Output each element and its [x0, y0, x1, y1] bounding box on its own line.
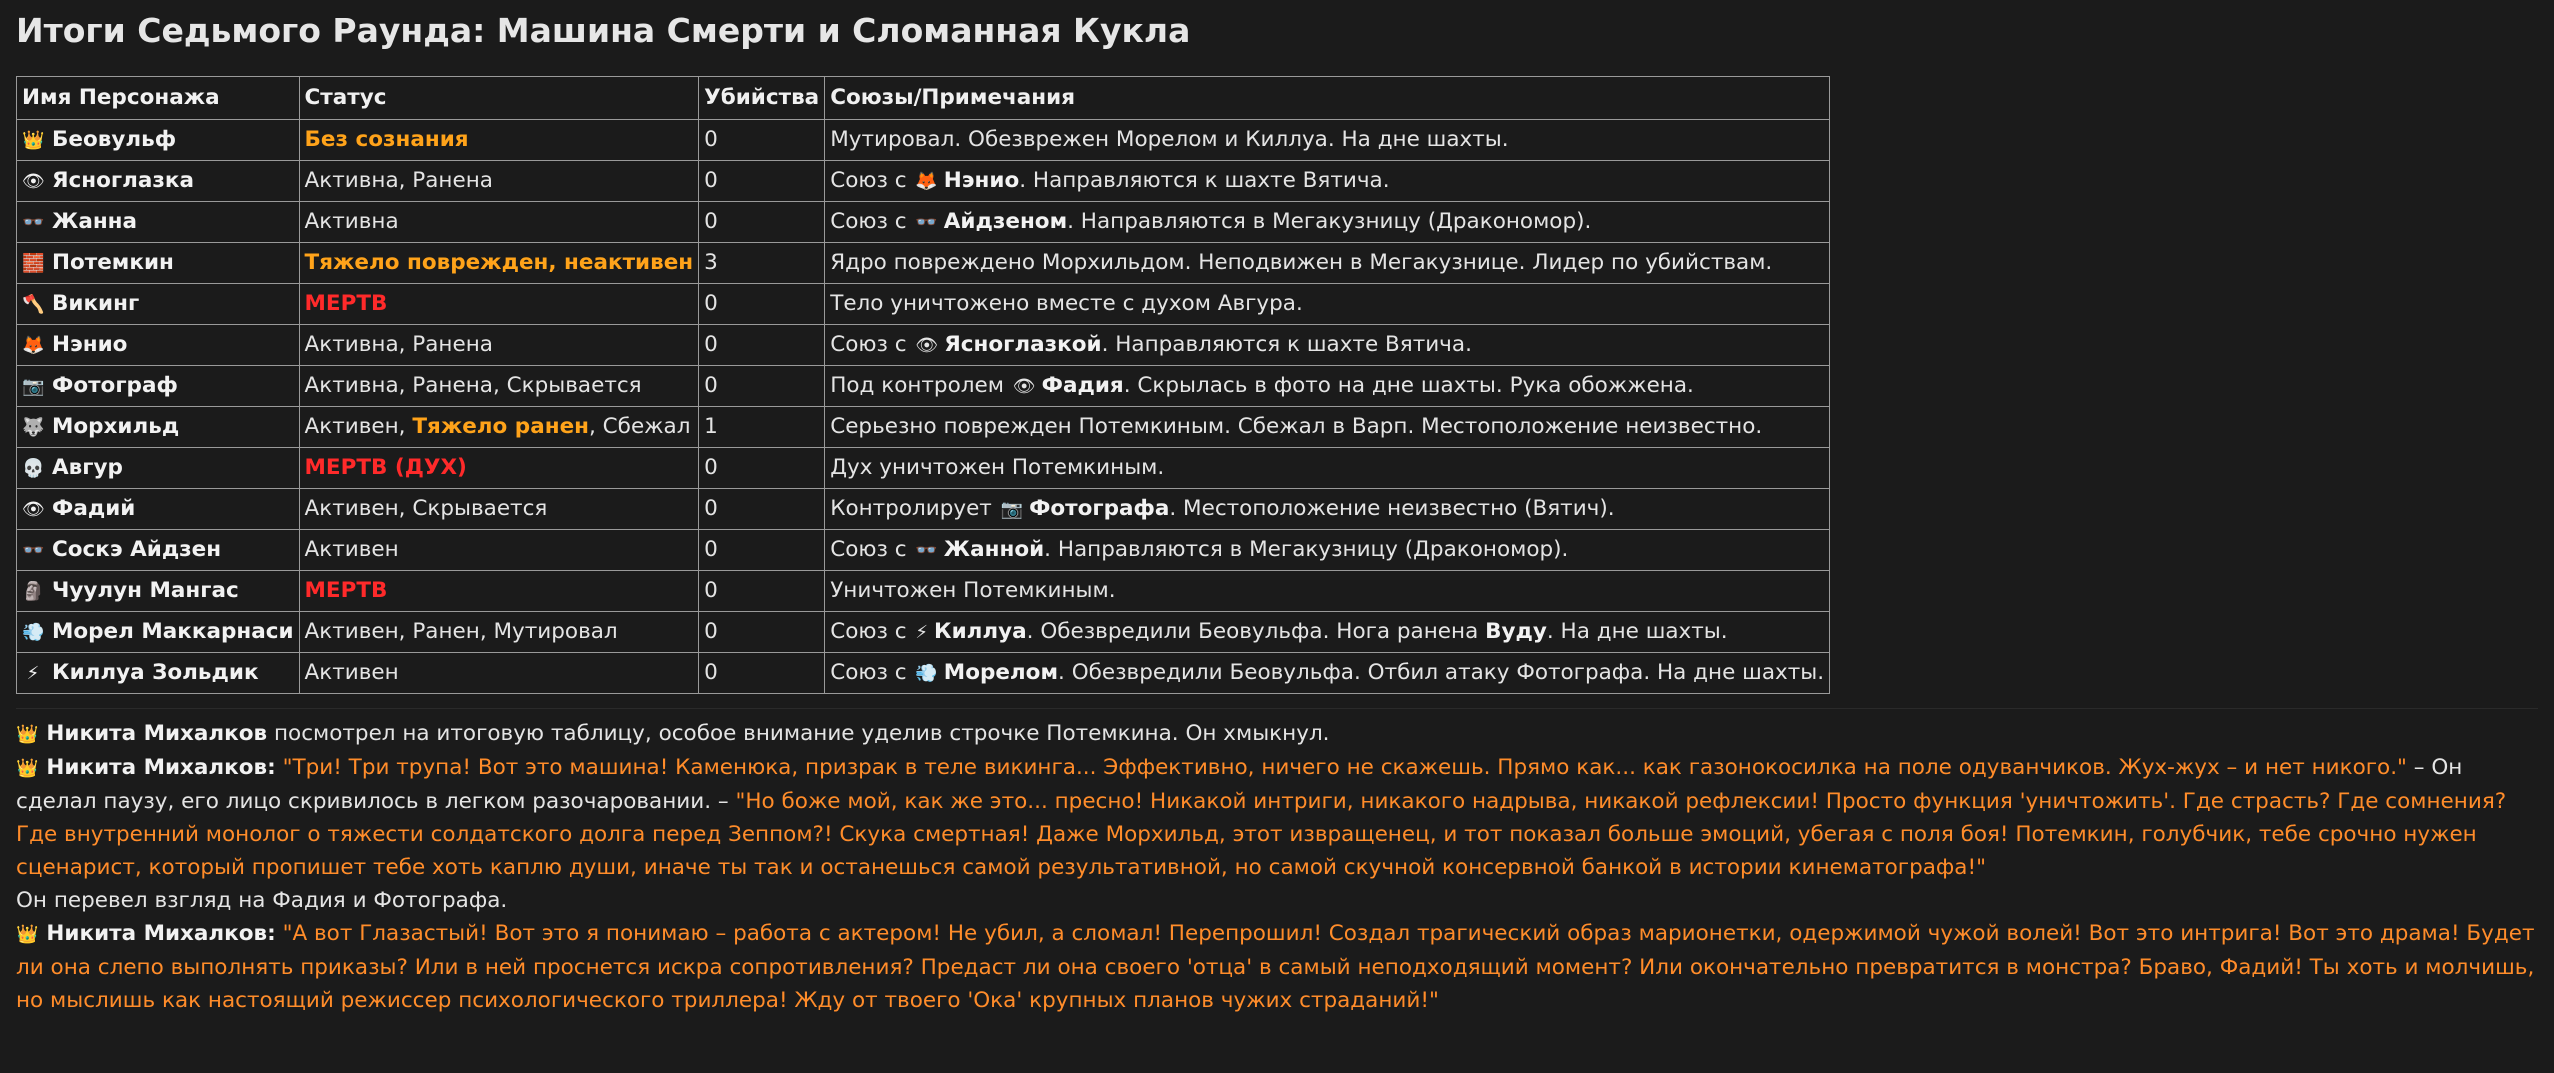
note-text: Ядро повреждено Морхильдом. Неподвижен в Мегакузнице. Лидер по убийствам.: [830, 250, 1773, 275]
note-text: . Направляются в Мегакузницу (Дракономор).: [1044, 536, 1569, 562]
story-paragraph-2: [16, 751, 2536, 884]
table-row: [17, 448, 1830, 489]
cell-status: [299, 612, 699, 653]
character-reference: Фадия: [1041, 372, 1124, 398]
cell-character-name: [17, 448, 300, 489]
eye-icon: 👁: [22, 170, 45, 192]
cell-notes: [825, 202, 1830, 243]
character-name: Нэнио: [52, 331, 128, 357]
table-row: [17, 489, 1830, 530]
cell-status: [299, 448, 699, 489]
note-text: Дух уничтожен Потемкиным.: [830, 455, 1165, 480]
note-text: Союз с: [830, 659, 914, 685]
table-row: [17, 202, 1830, 243]
eye-icon: 👁: [915, 334, 939, 356]
status-text: МЕРТВ: [304, 291, 388, 316]
character-name: Киллуа Зольдик: [52, 659, 259, 685]
status-text: Активен: [304, 537, 399, 562]
note-text: . Направляются в Мегакузницу (Дракономор).: [1067, 208, 1592, 234]
table-row: [17, 161, 1830, 202]
cell-notes: [825, 571, 1830, 612]
cell-character-name: [17, 653, 300, 694]
cell-kills: 3: [699, 243, 825, 284]
note-text: Союз с: [830, 167, 914, 193]
cell-character-name: [17, 284, 300, 325]
character-name: Морел Маккарнаси: [52, 618, 294, 644]
header-kills: Убийства: [699, 77, 825, 120]
story-paragraph-4: [16, 917, 2536, 1017]
character-name: Фадий: [52, 495, 136, 521]
status-text: , Сбежал: [589, 414, 691, 439]
character-name: Авгур: [52, 454, 123, 480]
cell-status: [299, 366, 699, 407]
table-body: [17, 120, 1830, 694]
glasses-icon: 👓: [22, 211, 45, 233]
narration-text: – Он сделал паузу, его лицо скривилось в легком разочаровании. –: [16, 755, 2463, 814]
glasses-icon: 👓: [915, 211, 938, 233]
status-text: Активна, Ранена: [304, 168, 493, 193]
cell-kills: 0: [699, 284, 825, 325]
note-text: Контролирует: [830, 495, 999, 521]
cell-kills: 0: [699, 489, 825, 530]
eye-icon: 👁: [1012, 375, 1036, 397]
cell-character-name: [17, 571, 300, 612]
cell-notes: [825, 243, 1830, 284]
character-reference: Вуду: [1485, 618, 1547, 644]
character-reference: Ясноглазкой: [944, 331, 1102, 357]
character-name: Ясноглазка: [52, 167, 195, 193]
speech-text: "Но боже мой, как же это... пресно! Никакой интриги, никакого надрыва, никакой рефлексии! Просто функция 'уничтожить'. Где страсть? Где сомнения? Где внутренний монолог о тяжести солдатского долга перед Зеппом?! Скука смертная! Даже Морхильд, этот извращенец, и тот показал больше эмоций, убегая с поля боя! Потемкин, голубчик, тебе срочно нужен сценарист, который пропишет тебе хоть каплю души, иначе ты так и останешься самой результативной, но самой скучной консервной банкой в истории кинематографа!": [16, 789, 2507, 880]
glasses-icon: 👓: [22, 539, 45, 561]
cell-kills: 1: [699, 407, 825, 448]
table-row: [17, 407, 1830, 448]
cell-kills: 0: [699, 366, 825, 407]
crown-icon: 👑: [16, 924, 39, 945]
cell-notes: [825, 612, 1830, 653]
status-text: Активна, Ранена, Скрывается: [304, 373, 642, 398]
cell-notes: [825, 325, 1830, 366]
axe-icon: 🪓: [22, 293, 45, 315]
note-text: . Местоположение неизвестно (Вятич).: [1169, 495, 1615, 521]
lightning-icon: ⚡: [26, 662, 40, 684]
cell-notes: [825, 284, 1830, 325]
glasses-icon: 👓: [915, 539, 938, 561]
note-text: Союз с: [830, 618, 914, 644]
note-text: Тело уничтожено вместе с духом Авгура.: [830, 291, 1303, 316]
speaker-name: Никита Михалков: [46, 721, 268, 746]
status-text: Тяжело ранен: [412, 414, 589, 439]
table-row: [17, 653, 1830, 694]
round-results-table: [16, 76, 1830, 694]
cell-character-name: [17, 366, 300, 407]
table-row: [17, 612, 1830, 653]
cell-status: [299, 284, 699, 325]
status-text: Активен, Ранен, Мутировал: [304, 619, 618, 644]
cell-notes: [825, 448, 1830, 489]
character-name: Беовульф: [52, 126, 177, 152]
note-text: Уничтожен Потемкиным.: [830, 578, 1116, 603]
header-notes: Союзы/Примечания: [825, 77, 1830, 120]
cell-character-name: [17, 325, 300, 366]
note-text: . Скрылась в фото на дне шахты. Рука обожжена.: [1123, 372, 1694, 398]
cell-status: [299, 161, 699, 202]
character-reference: Фотографа: [1029, 495, 1170, 521]
page-title: Итоги Седьмого Раунда: Машина Смерти и Сломанная Кукла: [16, 11, 1191, 50]
brick-icon: 🧱: [22, 252, 45, 274]
cell-character-name: [17, 530, 300, 571]
character-reference: Киллуа: [934, 618, 1027, 644]
note-text: . Направляются к шахте Вятича.: [1019, 167, 1390, 193]
cell-character-name: [17, 489, 300, 530]
crown-icon: 👑: [16, 758, 39, 779]
cell-status: [299, 653, 699, 694]
statue-icon: 🗿: [22, 580, 45, 602]
cell-kills: 0: [699, 202, 825, 243]
cell-notes: [825, 407, 1830, 448]
speech-text: "Три! Три трупа! Вот это машина! Каменюка, призрак в теле викинга... Эффективно, ничего не скажешь. Прямо как... как газонокосилка на поле одуванчиков. Жух-жух – и нет никого.": [275, 755, 2407, 780]
status-text: Активен,: [304, 414, 413, 439]
story-paragraph-1: [16, 717, 2536, 751]
cell-notes: [825, 120, 1830, 161]
fox-icon: 🦊: [22, 334, 45, 356]
dash-icon: 💨: [915, 662, 938, 684]
character-name: Чуулун Мангас: [52, 577, 239, 603]
table-row: [17, 571, 1830, 612]
note-text: . Обезвредили Беовульфа. Отбил атаку Фотографа. На дне шахты.: [1058, 659, 1825, 685]
cell-notes: [825, 530, 1830, 571]
status-text: МЕРТВ (ДУХ): [304, 455, 467, 480]
table-header-row: [17, 77, 1830, 120]
narration-text: посмотрел на итоговую таблицу, особое внимание уделив строчке Потемкина. Он хмыкнул.: [267, 721, 1330, 746]
cell-status: [299, 571, 699, 612]
cell-kills: 0: [699, 530, 825, 571]
status-text: Активен, Скрывается: [304, 496, 548, 521]
note-text: Союз с: [830, 331, 914, 357]
note-text: Под контролем: [830, 372, 1011, 398]
lightning-icon: ⚡: [915, 621, 929, 643]
character-name: Викинг: [52, 290, 140, 316]
story-paragraph-3: Он перевел взгляд на Фадия и Фотографа.: [16, 888, 508, 913]
cell-kills: 0: [699, 612, 825, 653]
header-status: Статус: [299, 77, 699, 120]
status-text: Тяжело поврежден, неактивен: [304, 250, 694, 275]
cell-kills: 0: [699, 161, 825, 202]
note-text: Союз с: [830, 208, 914, 234]
cell-status: [299, 120, 699, 161]
camera-icon: 📷: [22, 375, 45, 397]
table-row: [17, 243, 1830, 284]
status-text: МЕРТВ: [304, 578, 388, 603]
cell-character-name: [17, 202, 300, 243]
cell-status: [299, 530, 699, 571]
table-row: [17, 325, 1830, 366]
table-row: [17, 530, 1830, 571]
crown-icon: 👑: [16, 724, 39, 745]
skull-icon: 💀: [22, 457, 45, 479]
speech-text: "А вот Глазастый! Вот это я понимаю – работа с актером! Не убил, а сломал! Перепрошил! Создал трагический образ марионетки, одержимой чужой волей! Вот это интрига! Вот это драма! Будет ли она слепо выполнять приказы? Или в ней проснется искра сопротивления? Предаст ли она своего 'отца' в самый неподходящий момент? Или окончательно превратится в монстра? Браво, Фадий! Ты хоть и молчишь, но мыслишь как настоящий режиссер психологического триллера! Жду от твоего 'Ока' крупных планов чужих страданий!": [16, 921, 2535, 1013]
note-text: Серьезно поврежден Потемкиным. Сбежал в Варп. Местоположение неизвестно.: [830, 414, 1763, 439]
cell-character-name: [17, 243, 300, 284]
note-text: . Обезвредили Беовульфа. Нога ранена: [1026, 618, 1486, 644]
character-reference: Жанной: [943, 536, 1045, 562]
character-name: Соскэ Айдзен: [52, 536, 222, 562]
cell-status: [299, 325, 699, 366]
table-row: [17, 284, 1830, 325]
cell-status: [299, 407, 699, 448]
cell-status: [299, 489, 699, 530]
cell-notes: [825, 366, 1830, 407]
cell-character-name: [17, 612, 300, 653]
character-name: Морхильд: [52, 413, 180, 439]
cell-character-name: [17, 161, 300, 202]
status-text: Без сознания: [304, 127, 469, 152]
camera-icon: 📷: [1000, 498, 1024, 520]
cell-kills: 0: [699, 325, 825, 366]
speaker-name: Никита Михалков:: [46, 921, 276, 946]
cell-character-name: [17, 407, 300, 448]
cell-status: [299, 202, 699, 243]
character-name: Фотограф: [52, 372, 178, 398]
story-text: [16, 717, 2536, 1017]
character-reference: Морелом: [943, 659, 1059, 685]
note-text: . На дне шахты.: [1546, 618, 1728, 644]
cell-notes: [825, 489, 1830, 530]
divider: [16, 708, 2538, 709]
note-text: Союз с: [830, 536, 914, 562]
table-row: [17, 366, 1830, 407]
character-reference: Айдзеном: [943, 208, 1068, 234]
character-name: Потемкин: [52, 249, 174, 275]
character-reference: Нэнио: [943, 167, 1020, 193]
cell-notes: [825, 161, 1830, 202]
cell-kills: 0: [699, 653, 825, 694]
eye-icon: 👁: [22, 498, 45, 520]
status-text: Активен: [304, 660, 399, 685]
cell-status: [299, 243, 699, 284]
cell-notes: [825, 653, 1830, 694]
note-text: Мутировал. Обезврежен Морелом и Киллуа. На дне шахты.: [830, 127, 1509, 152]
crown-icon: 👑: [22, 129, 45, 151]
speaker-name: Никита Михалков:: [46, 755, 276, 780]
character-name: Жанна: [52, 208, 138, 234]
cell-kills: 0: [699, 571, 825, 612]
table-row: [17, 120, 1830, 161]
header-name: Имя Персонажа: [17, 77, 300, 120]
cell-kills: 0: [699, 448, 825, 489]
status-text: Активна, Ранена: [304, 332, 493, 357]
status-text: Активна: [304, 209, 399, 234]
cell-character-name: [17, 120, 300, 161]
note-text: . Направляются к шахте Вятича.: [1101, 331, 1472, 357]
dash-icon: 💨: [22, 621, 45, 643]
wolf-icon: 🐺: [22, 416, 45, 438]
cell-kills: 0: [699, 120, 825, 161]
fox-icon: 🦊: [915, 170, 938, 192]
